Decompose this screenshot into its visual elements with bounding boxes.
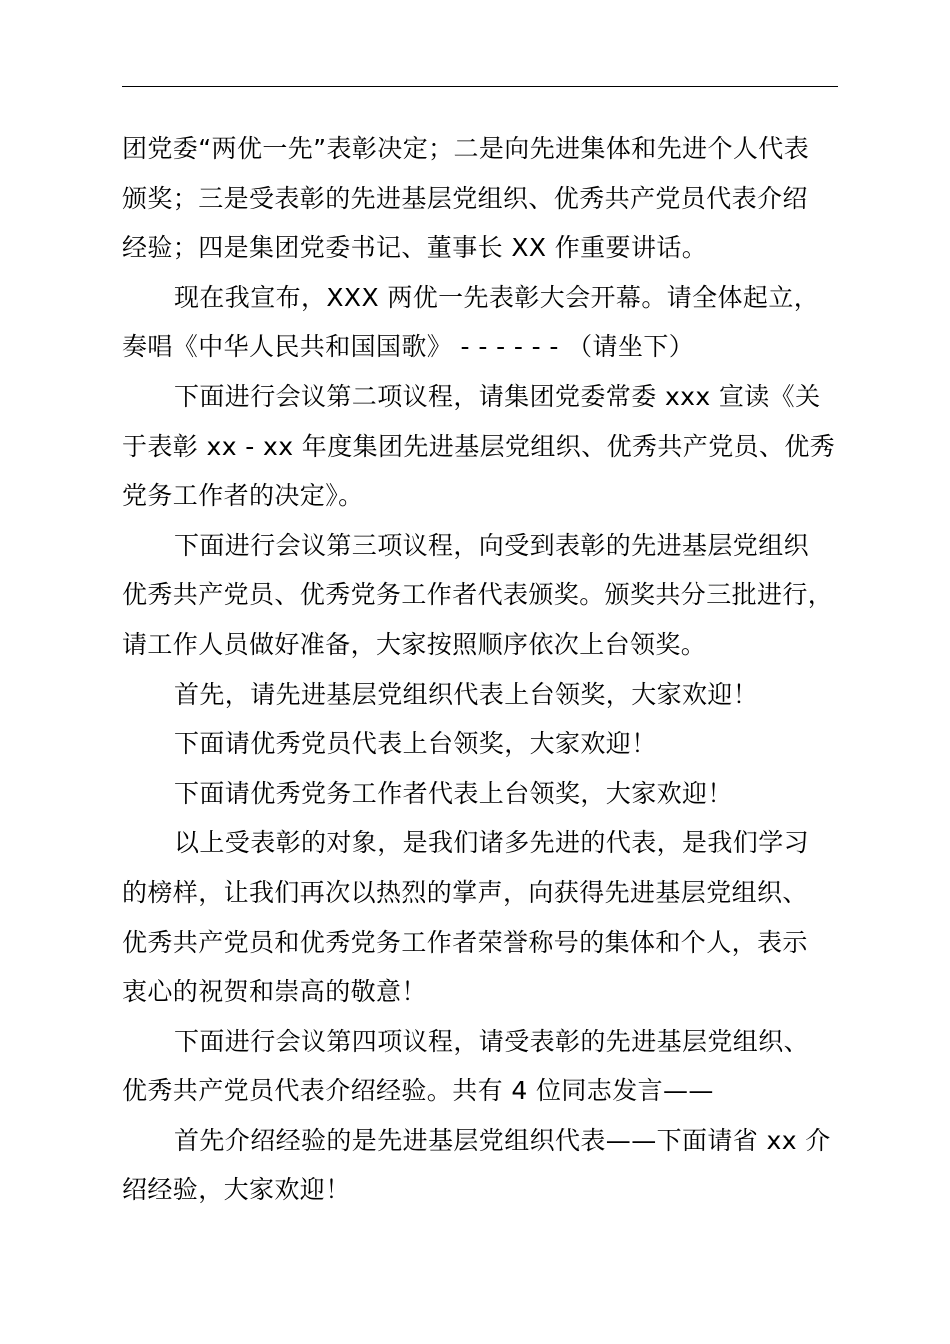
text-line: 衷心的祝贺和崇高的敬意！ xyxy=(122,977,427,1007)
header-rule xyxy=(122,86,838,87)
text-line: 下面进行会议第二项议程，请集团党委常委 xxx 宣读《关 xyxy=(174,381,821,411)
text-line: 下面请优秀党务工作者代表上台领奖，大家欢迎！ xyxy=(174,778,733,808)
text-line: 团党委“两优一先”表彰决定；二是向先进集体和先进个人代表 xyxy=(122,134,810,163)
text-line: 优秀共产党员、优秀党务工作者代表颁奖。颁奖共分三批进行， xyxy=(122,580,834,610)
text-line: 现在我宣布，XXX 两优一先表彰大会开幕。请全体起立， xyxy=(174,282,820,312)
text-line: 首先介绍经验的是先进基层党组织代表——下面请省 xx 介 xyxy=(174,1125,831,1155)
text-line: 下面进行会议第三项议程，向受到表彰的先进基层党组织 xyxy=(174,530,810,560)
text-line: 优秀共产党员代表介绍经验。共有 4 位同志发言—— xyxy=(122,1076,714,1106)
text-line: 以上受表彰的对象，是我们诸多先进的代表，是我们学习 xyxy=(174,828,810,858)
text-line: 绍经验，大家欢迎！ xyxy=(122,1175,351,1205)
paragraph-6 xyxy=(122,719,842,769)
text-line: 的榜样，让我们再次以热烈的掌声，向获得先进基层党组织、 xyxy=(122,877,808,907)
paragraph-4 xyxy=(122,521,842,670)
paragraph-8 xyxy=(122,818,842,1016)
text-line: 奏唱《中华人民共和国国歌》 - - - - - - （请坐下） xyxy=(122,332,695,362)
paragraph-7 xyxy=(122,769,842,819)
text-line: 经验；四是集团党委书记、董事长 XX 作重要讲话。 xyxy=(122,233,708,263)
paragraph-2 xyxy=(122,273,842,372)
document-body xyxy=(122,124,842,1215)
text-line: 请工作人员做好准备，大家按照顺序依次上台领奖。 xyxy=(122,629,707,659)
text-line: 颁奖；三是受表彰的先进基层党组织、优秀共产党员代表介绍 xyxy=(122,183,808,213)
text-line: 下面请优秀党员代表上台领奖，大家欢迎！ xyxy=(174,729,657,759)
text-line: 下面进行会议第四项议程，请受表彰的先进基层党组织、 xyxy=(174,1026,810,1056)
text-line: 于表彰 xx - xx 年度集团先进基层党组织、优秀共产党员、优秀 xyxy=(122,431,836,461)
paragraph-5 xyxy=(122,670,842,720)
paragraph-1 xyxy=(122,124,842,273)
text-line: 首先，请先进基层党组织代表上台领奖，大家欢迎！ xyxy=(174,679,759,709)
paragraph-9 xyxy=(122,1017,842,1116)
paragraph-10 xyxy=(122,1116,842,1215)
paragraph-3 xyxy=(122,372,842,521)
text-line: 优秀共产党员和优秀党务工作者荣誉称号的集体和个人，表示 xyxy=(122,927,808,957)
text-line: 党务工作者的决定》。 xyxy=(122,481,364,511)
